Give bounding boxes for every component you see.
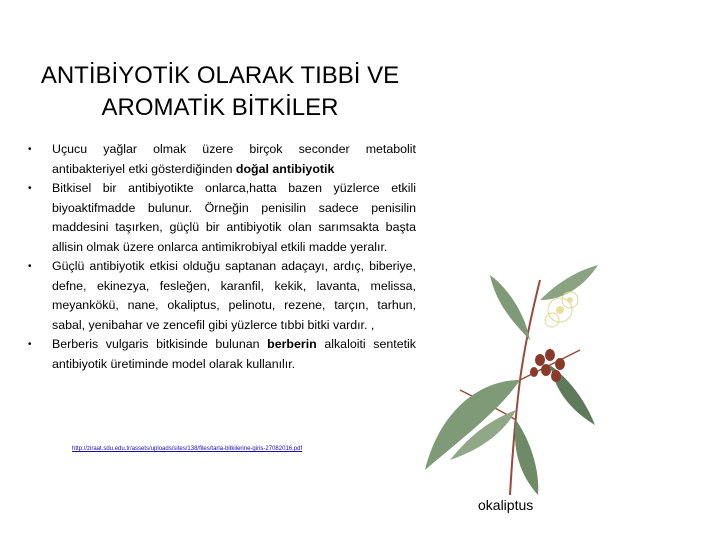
bullet-item: [24, 257, 416, 335]
bullet-list: [24, 140, 416, 374]
leaf: [515, 420, 538, 495]
seed-pods: [530, 349, 565, 382]
title-line-1: ANTİBİYOTİK OLARAK TIBBİ VE: [40, 62, 400, 89]
title-line-2: AROMATİK BİTKİLER: [101, 94, 339, 121]
eucalyptus-plant-image: [420, 260, 600, 500]
bullet-text: Berberis vulgaris bitkisinde bulunan: [52, 337, 268, 351]
leaf: [540, 265, 598, 300]
bullet-bold-text: berberin: [267, 337, 317, 351]
leaf: [490, 275, 530, 340]
bullet-dot-icon: •: [28, 261, 32, 272]
slide-title: [20, 60, 420, 124]
image-caption: okaliptus: [478, 497, 534, 513]
bullet-dot-icon: •: [28, 183, 32, 194]
bullet-dot-icon: •: [28, 339, 32, 350]
bullet-item: [24, 179, 416, 257]
bullet-item: [24, 335, 416, 374]
bullet-text: Bitkisel bir antibiyotikte onlarca,hatta bazen yüzlerce etkili biyoaktifmadde bulunur. Örneğin penisilin sadece penisilin maddesini taşırken, güçlü bir antibiyotik olan sarımsakta başta allisin olmak üzere onlarca antimikrobiyal etkili madde yeralır.: [52, 181, 416, 254]
bullet-dot-icon: •: [28, 144, 32, 155]
bullet-text-after: alkaloiti sentetik antibiyotik üretiminde model olarak kullanılır.: [52, 337, 416, 371]
bullet-item: [24, 140, 416, 179]
bullet-bold-text: doğal antibiyotik: [235, 161, 335, 176]
bullet-text: Uçucu yağlar olmak üzere birçok seconder metabolit antibakteriyel etki gösterdiğinden: [52, 142, 416, 176]
bullet-text: Güçlü antibiyotik etkisi olduğu saptanan adaçayı, ardıç, biberiye, defne, ekinezya, fesleğen, karanfil, kekik, lavanta, melissa, meyankökü, nane, okaliptus, pelinotu, rezene, tarçın, tarhun, sabal, yenibahar ve zencefil gibi yüzlerce tıbbi bitki vardır. ,: [52, 259, 416, 332]
source-link[interactable]: http://ziraat.sdu.edu.tr/assets/uploads/sites/138/files/tarla-bitkilerine-giris-27082016.pdf: [72, 446, 303, 452]
